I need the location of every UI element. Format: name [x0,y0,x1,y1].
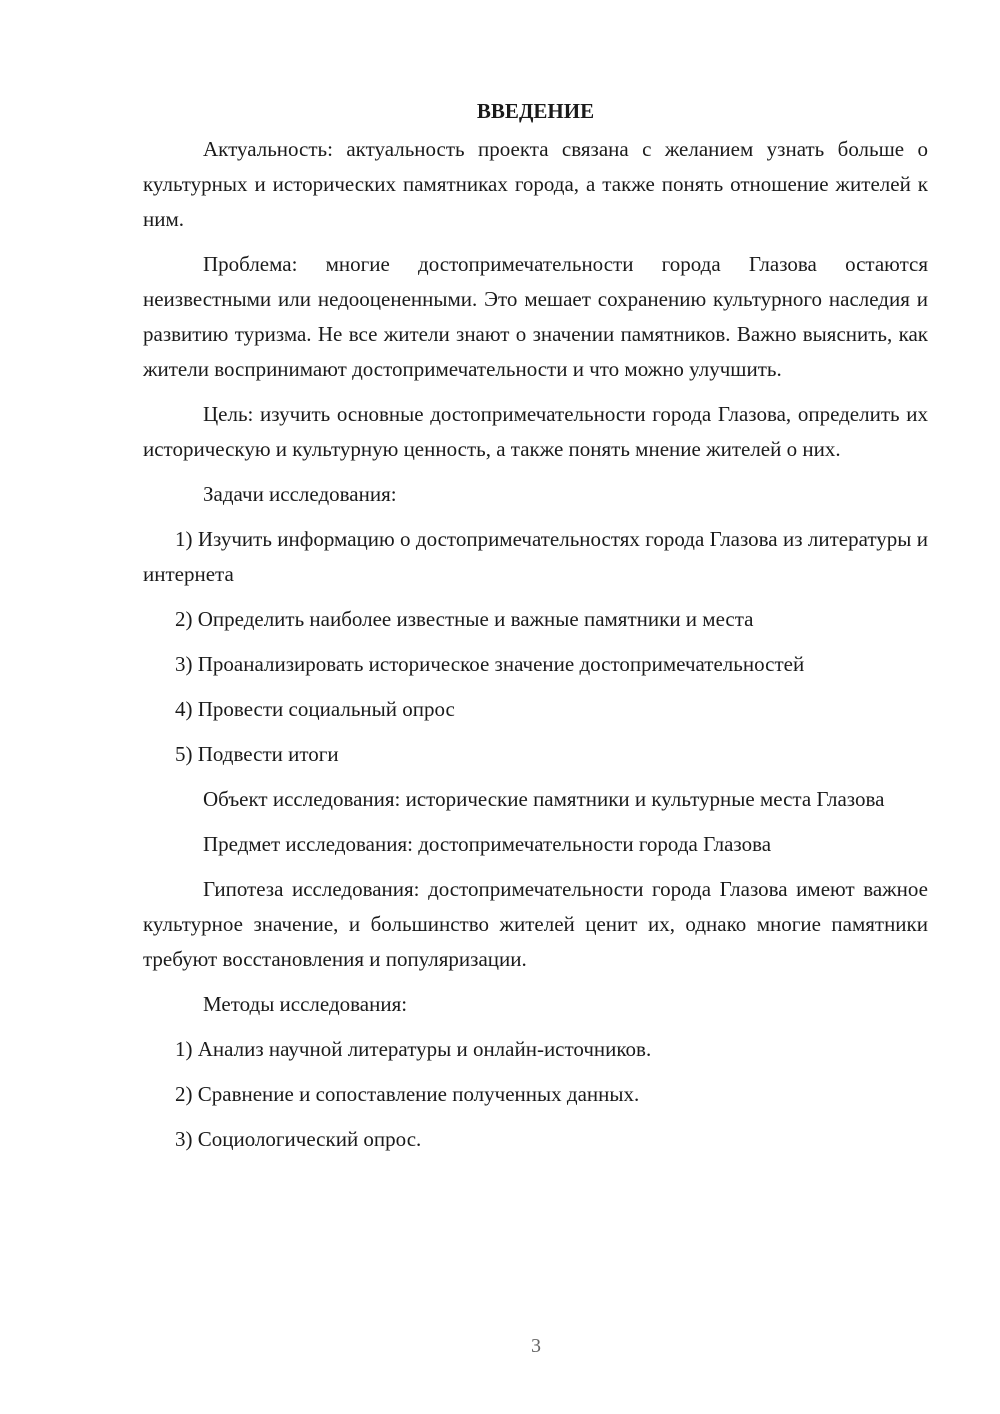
task-item-2: 2) Определить наиболее известные и важные памятники и места [175,607,754,631]
object-paragraph: Объект исследования: исторические памятники и культурные места Глазова [203,787,885,811]
problem-paragraph: Проблема: многие достопримечательности города Глазова остаются неизвестными или недооцененными. Это мешает сохранению культурного наследия и развитию туризма. Не все жители знают о значении памятников. Важно выяснить, как жители воспринимают достопримечательности и что можно улучшить. [143,252,928,381]
goal-paragraph: Цель: изучить основные достопримечательности города Глазова, определить их историческую и культурную ценность, а также понять мнение жителей о них. [143,402,928,461]
task-item-5: 5) Подвести итоги [175,742,339,766]
relevance-paragraph: Актуальность: актуальность проекта связана с желанием узнать больше о культурных и исторических памятниках города, а также понять отношение жителей к ним. [143,137,928,231]
tasks-heading: Задачи исследования: [203,482,397,506]
method-item-2: 2) Сравнение и сопоставление полученных данных. [175,1082,640,1106]
method-item-1: 1) Анализ научной литературы и онлайн-источников. [175,1037,652,1061]
page-title: ВВЕДЕНИЕ [476,99,595,123]
task-item-4: 4) Провести социальный опрос [175,697,455,721]
subject-paragraph: Предмет исследования: достопримечательности города Глазова [203,832,772,856]
document-page [143,98,928,1167]
methods-heading: Методы исследования: [203,992,408,1016]
task-item-3: 3) Проанализировать историческое значение достопримечательностей [175,652,805,676]
method-item-3: 3) Социологический опрос. [175,1127,422,1151]
page-number: 3 [531,1335,541,1357]
hypothesis-paragraph: Гипотеза исследования: достопримечательности города Глазова имеют важное культурное значение, и большинство жителей ценит их, однако многие памятники требуют восстановления и популяризации. [143,877,928,971]
task-item-1: 1) Изучить информацию о достопримечательностях города Глазова из литературы и интернета [143,527,928,586]
